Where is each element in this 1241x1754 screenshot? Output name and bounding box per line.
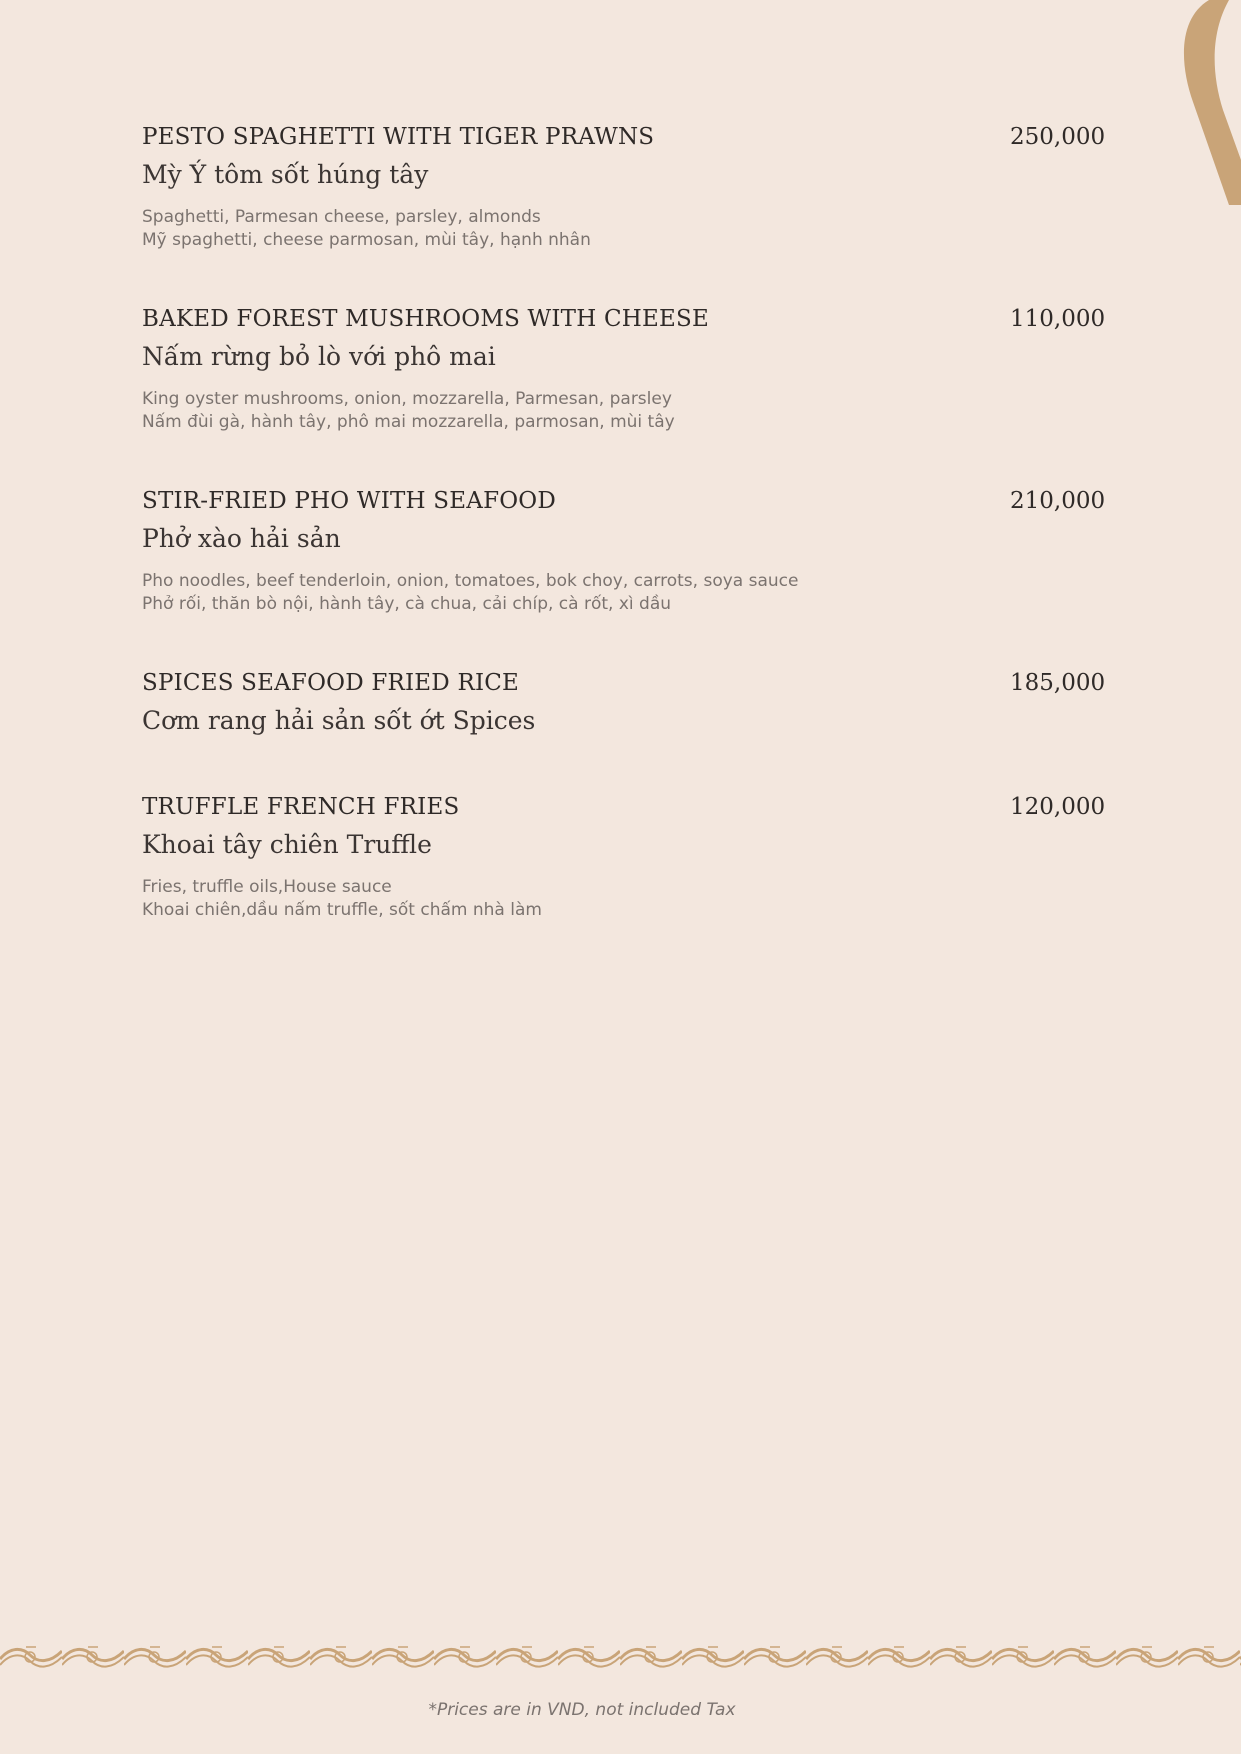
item-price: 110,000 — [1010, 306, 1106, 332]
item-name-en: STIR-FRIED PHO WITH SEAFOOD — [142, 488, 556, 514]
item-name-vi: Cơm rang hải sản sốt ớt Spices — [142, 706, 536, 735]
decorative-border-pattern — [0, 1641, 1241, 1671]
item-price: 250,000 — [1010, 124, 1106, 150]
item-price: 210,000 — [1010, 488, 1106, 514]
menu-item — [142, 788, 1106, 922]
item-description — [142, 206, 1102, 252]
item-desc-vi: Khoai chiên,dầu nấm truffle, sốt chấm nhà làm — [142, 900, 542, 920]
menu-item — [142, 664, 1106, 740]
item-desc-en: King oyster mushrooms, onion, mozzarella, Parmesan, parsley — [142, 389, 672, 409]
item-description — [142, 570, 1102, 616]
item-desc-en: Pho noodles, beef tenderloin, onion, tomatoes, bok choy, carrots, soya sauce — [142, 571, 799, 591]
item-name-vi: Phở xào hải sản — [142, 524, 341, 553]
menu-item — [142, 118, 1106, 252]
item-name-en: TRUFFLE FRENCH FRIES — [142, 794, 460, 820]
menu-list — [142, 118, 1106, 970]
item-description — [142, 876, 1102, 922]
footer-price-note: *Prices are in VND, not included Tax — [428, 1700, 736, 1720]
item-desc-vi: Nấm đùi gà, hành tây, phô mai mozzarella, parmosan, mùi tây — [142, 412, 675, 432]
corner-swoosh-decoration — [1171, 0, 1241, 210]
item-name-vi: Khoai tây chiên Truffle — [142, 830, 432, 859]
item-price: 120,000 — [1010, 794, 1106, 820]
item-name-en: BAKED FOREST MUSHROOMS WITH CHEESE — [142, 306, 709, 332]
item-desc-vi: Mỹ spaghetti, cheese parmosan, mùi tây, hạnh nhân — [142, 230, 591, 250]
item-name-en: SPICES SEAFOOD FRIED RICE — [142, 670, 520, 696]
item-desc-en: Spaghetti, Parmesan cheese, parsley, almonds — [142, 207, 541, 227]
item-name-en: PESTO SPAGHETTI WITH TIGER PRAWNS — [142, 124, 655, 150]
item-description — [142, 388, 1102, 434]
item-price: 185,000 — [1010, 670, 1106, 696]
item-name-vi: Mỳ Ý tôm sốt húng tây — [142, 160, 429, 189]
item-desc-en: Fries, truffle oils,House sauce — [142, 877, 392, 897]
item-name-vi: Nấm rừng bỏ lò với phô mai — [142, 342, 496, 371]
menu-item — [142, 300, 1106, 434]
menu-item — [142, 482, 1106, 616]
item-desc-vi: Phở rối, thăn bò nội, hành tây, cà chua, cải chíp, cà rốt, xì dầu — [142, 594, 672, 614]
